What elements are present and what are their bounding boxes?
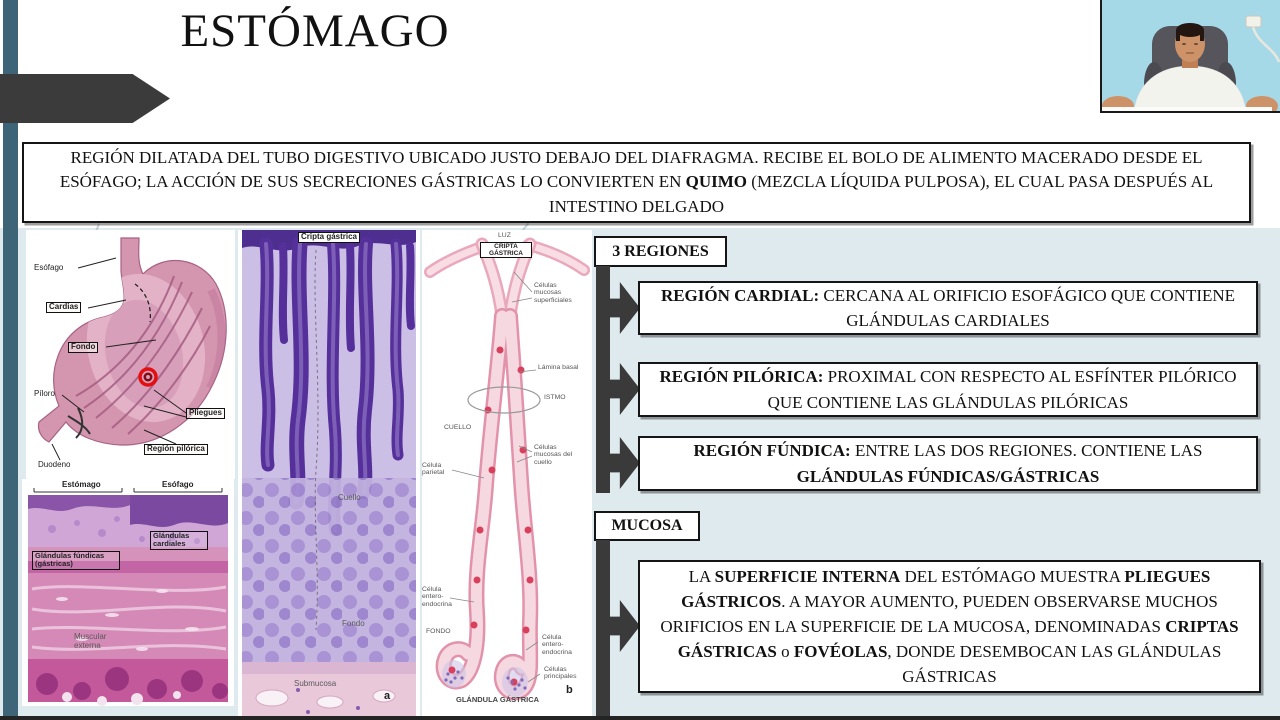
intro-text: REGIÓN DILATADA DEL TUBO DIGESTIVO UBICADO JUSTO DEBAJO DEL DIAFRAGMA. RECIBE EL BOLO DE ALIMENTO MACERADO DESDE EL ESÓFAGO; LA ACCIÓN DE SUS SECRECIONES GÁSTRICAS LO CONVIERTEN EN QUIMO (MEZCLA LÍQUIDA PULPOSA), EL CUAL PASA DESPUÉS AL INTESTINO DELGADO (59, 148, 1214, 216)
crypt-micrograph (238, 230, 420, 718)
label-panel-a: a (384, 690, 391, 702)
label-celulas-principales: Células principales (544, 666, 577, 681)
label-lamina-basal: Lámina basal (538, 364, 579, 371)
label-glandulas-cardiales: Glándulas cardiales (150, 531, 208, 550)
crypt-micrograph-figure (238, 230, 420, 718)
mucosa-text: LA SUPERFICIE INTERNA DEL ESTÓMAGO MUESTRA PLIEGUES GÁSTRICOS. A MAYOR AUMENTO, PUEDEN OBSERVARSE MUCHOS ORIFICIOS EN LA SUPERFICIE DE LA MUCOSA, DENOMINADAS CRIPTAS GÁSTRICAS o FOVÉOLAS, DONDE DESEMBOCAN LAS GLÁNDULAS GÁSTRICAS (660, 566, 1239, 687)
region-fundica-text: REGIÓN FÚNDICA: ENTRE LAS DOS REGIONES. CONTIENE LAS GLÁNDULAS FÚNDICAS/GÁSTRICAS (693, 441, 1203, 486)
junction-micrograph-figure (22, 479, 234, 706)
label-cripta-gastrica-diagram: CRIPTA GÁSTRICA (480, 242, 532, 258)
label-luz: LUZ (498, 232, 511, 239)
label-istmo: ISTMO (544, 394, 566, 401)
label-celula-enteroendocrina-der: Célula entero-endocrina (542, 634, 572, 656)
label-esofago-hist: Esófago (162, 480, 194, 489)
regions-heading-text: 3 REGIONES (612, 242, 709, 260)
gastric-gland-figure (422, 230, 592, 718)
regions-heading (594, 236, 727, 267)
label-duodeno: Duodeno (38, 460, 71, 469)
label-panel-b: b (566, 684, 573, 696)
label-celulas-mucosas-superficiales: Células mucosas superficiales (534, 282, 572, 304)
mucosa-heading-text: MUCOSA (611, 517, 683, 534)
label-celula-parietal: Célula parietal (422, 462, 445, 477)
region-pilorica-text: REGIÓN PILÓRICA: PROXIMAL CON RESPECTO AL ESFÍNTER PILÓRICO QUE CONTIENE LAS GLÁNDULAS PILÓRICAS (659, 367, 1237, 412)
stomach-anatomy-figure (26, 230, 235, 479)
mucosa-heading (594, 511, 700, 541)
bottom-bar (0, 716, 1280, 720)
label-fondo-crypt: Fondo (342, 619, 365, 628)
junction-micrograph (22, 479, 234, 706)
label-fondo-diagram: FONDO (426, 628, 451, 635)
wall-outlet (1246, 16, 1261, 27)
label-submucosa: Submucosa (294, 679, 337, 688)
label-estomago: Estómago (62, 480, 101, 489)
intro-text-box (22, 142, 1251, 223)
label-piloro: Píloro (34, 389, 55, 398)
region-pilorica-box (638, 362, 1258, 417)
webcam-overlay (1100, 0, 1280, 113)
label-fondo: Fondo (68, 342, 98, 353)
page-title: ESTÓMAGO (180, 5, 450, 57)
region-cardial-box (638, 281, 1258, 335)
label-cardias: Cardias (46, 302, 81, 313)
label-glandulas-fundicas: Glándulas fúndicas (gástricas) (32, 551, 120, 570)
presenter-video (1100, 0, 1280, 113)
label-celulas-mucosas-cuello: Células mucosas del cuello (534, 444, 573, 466)
label-cuello-crypt: Cuello (338, 493, 361, 502)
label-region-pilorica: Región pilórica (144, 444, 208, 455)
label-muscular-externa: Muscular externa (74, 632, 107, 650)
region-cardial-text: REGIÓN CARDIAL: CERCANA AL ORIFICIO ESOFÁGICO QUE CONTIENE GLÁNDULAS CARDIALES (660, 285, 1236, 330)
label-celula-enteroendocrina-izq: Célula entero-endocrina (422, 586, 452, 608)
label-esofago: Esófago (34, 263, 64, 272)
region-fundica-box (638, 436, 1258, 491)
label-pliegues: Pliegues (186, 408, 225, 419)
mucosa-text-box (638, 560, 1261, 693)
label-cuello-diagram: CUELLO (444, 424, 472, 431)
title-arrow-shape (0, 74, 170, 123)
label-glandula-gastrica: GLÁNDULA GÁSTRICA (456, 695, 540, 704)
label-cripta-gastrica: Cripta gástrica (298, 232, 360, 243)
